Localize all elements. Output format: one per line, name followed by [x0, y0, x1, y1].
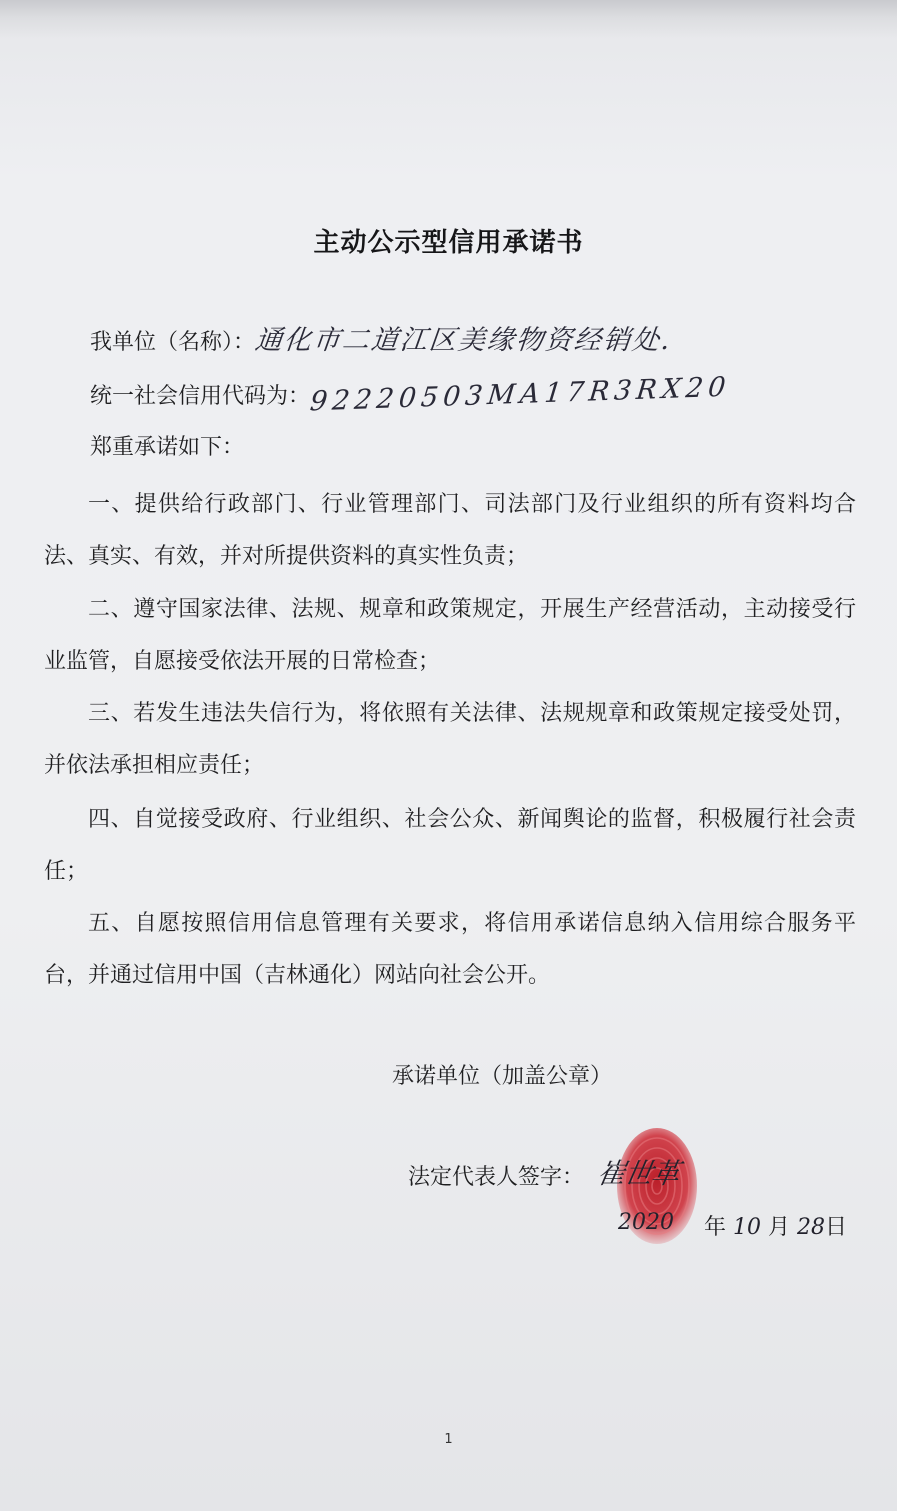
- clause-4: 四、自觉接受政府、行业组织、社会公众、新闻舆论的监督，积极履行社会责任；: [44, 807, 856, 884]
- document-title: 主动公示型信用承诺书: [313, 228, 584, 258]
- scan-shadow: [0, 0, 897, 38]
- date-day-handwritten: 28: [797, 1215, 826, 1240]
- signature-handwritten: 崔世革: [594, 1157, 682, 1190]
- promise-intro: 郑重承诺如下：: [90, 435, 245, 460]
- credit-code-label: 统一社会信用代码为：: [90, 384, 311, 409]
- unit-name-handwritten: 通化市二道江区美缘物资经销处.: [253, 325, 674, 356]
- seal-line: 承诺单位（加盖公章）: [392, 1064, 613, 1089]
- date-year-handwritten: 2020: [618, 1210, 674, 1235]
- date-month-handwritten: 10: [733, 1215, 762, 1240]
- clause-5: 五、自愿按照信用信息管理有关要求，将信用承诺信息纳入信用综合服务平台，并通过信用中国（吉林通化）网站向社会公开。: [44, 911, 856, 988]
- clause-3: 三、若发生违法失信行为，将依照有关法律、法规规章和政策规定接受处罚，并依法承担相应责任；: [44, 701, 856, 778]
- year-suffix: 年: [704, 1215, 727, 1240]
- unit-label: 我单位（名称）：: [90, 330, 256, 355]
- day-suffix: 日: [825, 1215, 848, 1240]
- signature-label: 法定代表人签字：: [408, 1165, 585, 1190]
- month-suffix: 月: [768, 1215, 791, 1240]
- date-line: [704, 1210, 847, 1241]
- credit-code-line: [90, 371, 732, 418]
- clause-1: 一、提供给行政部门、行业管理部门、司法部门及行业组织的所有资料均合法、真实、有效，并对所提供资料的真实性负责；: [44, 492, 856, 569]
- unit-name-line: [90, 326, 672, 358]
- clause-2: 二、遵守国家法律、法规、规章和政策规定，开展生产经营活动，主动接受行业监管，自愿接受依法开展的日常检查；: [44, 597, 856, 674]
- page-number: 1: [444, 1432, 453, 1447]
- credit-code-handwritten: 92220503MA17R3RX20: [308, 371, 732, 418]
